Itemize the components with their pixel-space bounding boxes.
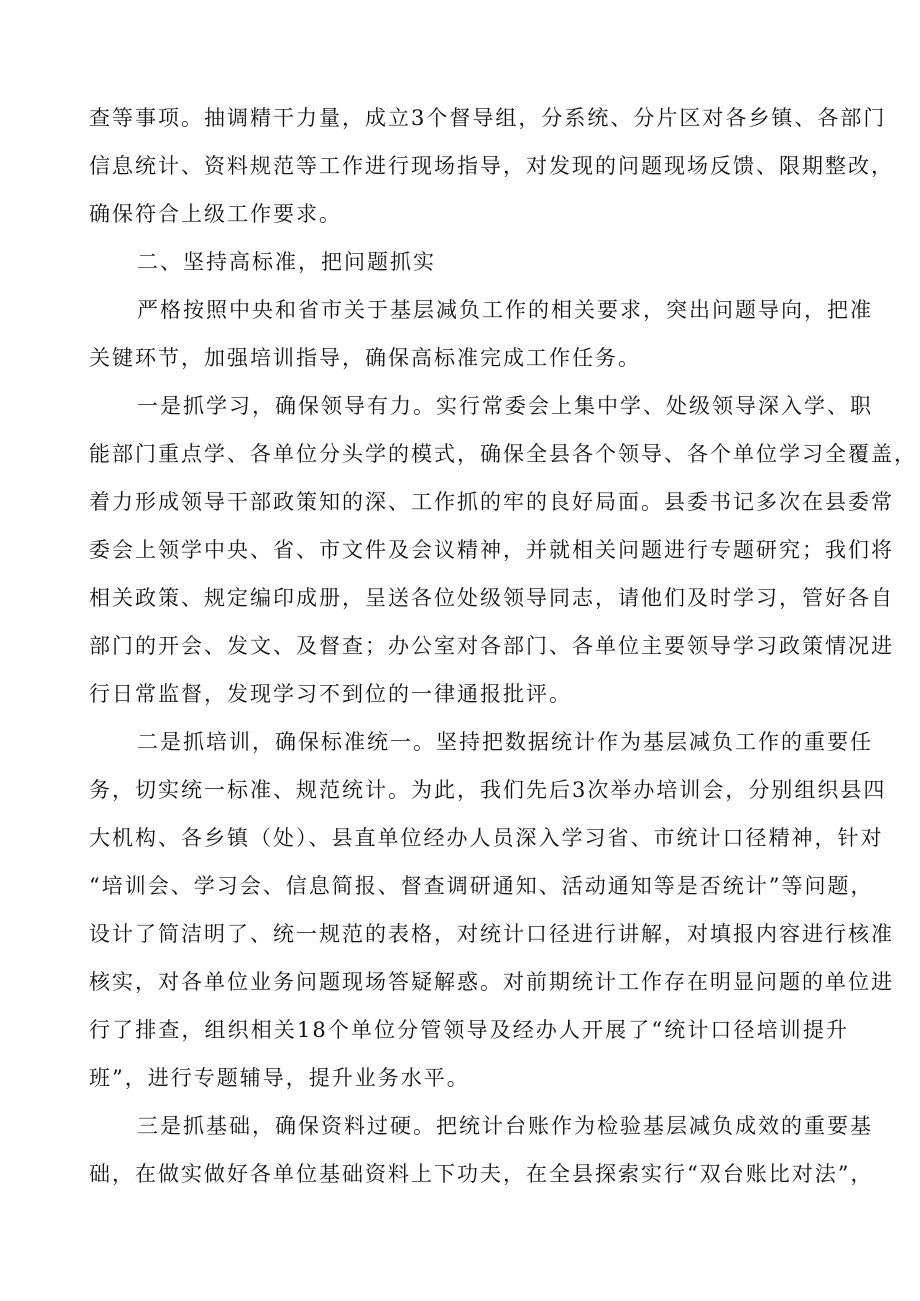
paragraph — [89, 718, 894, 1102]
section-heading — [89, 238, 849, 286]
paragraph — [89, 94, 894, 238]
text-line: 行了排查，组织相关18个单位分管领导及经办人开展了“统计口径培训提升 — [89, 1018, 849, 1042]
text-line: 大机构、各乡镇（处）、县直单位经办人员深入学习省、市统计口径精神，针对 — [89, 826, 884, 850]
text-line: 委会上领学中央、省、市文件及会议精神，并就相关问题进行专题研究；我们将 — [89, 538, 894, 562]
text-line: 能部门重点学、各单位分头学的模式，确保全县各个领导、各个单位学习全覆盖， — [89, 442, 917, 466]
text-line: 础，在做实做好各单位基础资料上下功夫，在全县探索实行“双台账比对法”， — [89, 1162, 874, 1186]
text-line: 信息统计、资料规范等工作进行现场指导，对发现的问题现场反馈、限期整改， — [89, 154, 894, 178]
text-line: 务，切实统一标准、规范统计。为此，我们先后3次举办培训会，分别组织县四 — [89, 778, 887, 802]
text-line: 设计了简洁明了、统一规范的表格，对统计口径进行讲解，对填报内容进行核准 — [89, 922, 894, 946]
text-line: 着力形成领导干部政策知的深、工作抓的牢的良好局面。县委书记多次在县委常 — [89, 490, 894, 514]
paragraph — [89, 382, 917, 718]
text-line: 三是抓基础，确保资料过硬。把统计台账作为检验基层减负成效的重要基 — [137, 1114, 873, 1138]
heading-text: 二、坚持高标准，把问题抓实 — [137, 250, 436, 274]
text-line: 班”，进行专题辅导，提升业务水平。 — [89, 1066, 470, 1090]
text-line: 确保符合上级工作要求。 — [89, 202, 342, 226]
paragraph — [89, 1102, 874, 1198]
text-line: 查等事项。抽调精干力量，成立3个督导组，分系统、分片区对各乡镇、各部门 — [89, 106, 887, 130]
paragraph — [89, 286, 873, 382]
text-line: 相关政策、规定编印成册，呈送各位处级领导同志，请他们及时学习，管好各自 — [89, 586, 894, 610]
text-line: 严格按照中央和省市关于基层减负工作的相关要求，突出问题导向，把准 — [137, 298, 873, 322]
text-line: 部门的开会、发文、及督查；办公室对各部门、各单位主要领导学习政策情况进 — [89, 634, 894, 658]
document-body — [89, 94, 917, 1198]
text-line: 核实，对各单位业务问题现场答疑解惑。对前期统计工作存在明显问题的单位进 — [89, 970, 894, 994]
text-line: “培训会、学习会、信息简报、督查调研通知、活动通知等是否统计”等问题， — [89, 874, 874, 898]
text-line: 二是抓培训，确保标准统一。坚持把数据统计作为基层减负工作的重要任 — [137, 730, 873, 754]
text-line: 关键环节，加强培训指导，确保高标准完成工作任务。 — [89, 346, 641, 370]
text-line: 一是抓学习，确保领导有力。实行常委会上集中学、处级领导深入学、职 — [137, 394, 873, 418]
text-line: 行日常监督，发现学习不到位的一律通报批评。 — [89, 682, 572, 706]
